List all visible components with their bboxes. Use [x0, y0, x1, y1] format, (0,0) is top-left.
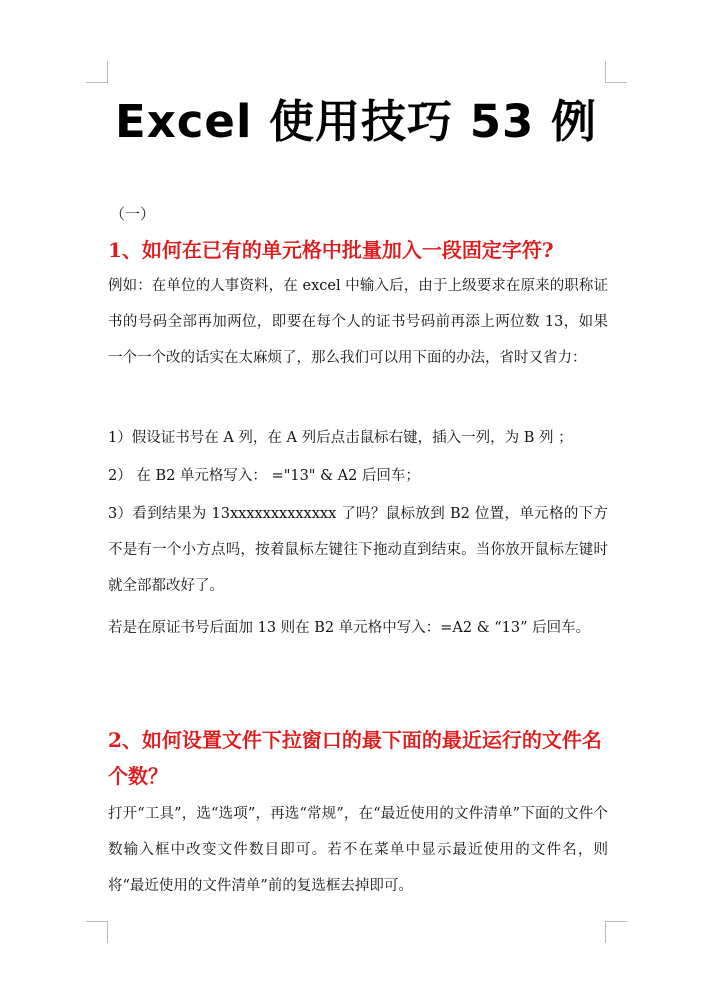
tip1-step1: 1）假设证书号在 A 列，在 A 列后点击鼠标右键，插入一列，为 B 列 ； — [108, 430, 573, 446]
section-label: （一） — [110, 205, 156, 223]
crop-mark-top-left-h — [86, 82, 108, 83]
tip1-step3-paragraph: 3）看到结果为 13xxxxxxxxxxxxx 了吗？鼠标放到 B2 位置，单元格的下方不是有一个小方点吗，按着鼠标左键往下拖动直到结束。当你放开鼠标左键时就全部都改好了。 — [108, 506, 608, 594]
tip1-note-paragraph: 若是在原证书号后面加 13 则在 B2 单元格中写入：=A2 & “13” 后回车。 — [108, 620, 591, 636]
tip1-heading: 1、如何在已有的单元格中批量加入一段固定字符? — [108, 238, 554, 262]
crop-mark-bottom-right-v — [605, 921, 606, 943]
tip2-heading: 2、如何设置文件下拉窗口的最下面的最近运行的文件名个数？ — [108, 728, 602, 788]
document-title: Excel 使用技巧 53 例 — [114, 95, 597, 148]
tip2-body-paragraph: 打开“工具”，选“选项”，再选“常规”，在“最近使用的文件清单”下面的文件个数输入框中改变文件数目即可。若不在菜单中显示最近使用的文件名，则将“最近使用的文件清单”前的复选框去掉即可。 — [108, 806, 608, 894]
crop-mark-top-left-v — [107, 61, 108, 83]
crop-mark-bottom-left-h — [86, 921, 108, 922]
tip1-intro-paragraph: 例如：在单位的人事资料，在 excel 中输入后，由于上级要求在原来的职称证书的号码全部再加两位，即要在每个人的证书号码前再添上两位数 13，如果一个一个改的话实在太麻烦了，那么我们可以用下面的办法，省时又省力： — [108, 278, 608, 366]
crop-mark-bottom-right-h — [605, 921, 627, 922]
crop-mark-top-right-h — [605, 82, 627, 83]
tip1-step2: 2） 在 B2 单元格写入： ="13" & A2 后回车； — [108, 468, 420, 484]
crop-mark-bottom-left-v — [107, 921, 108, 943]
crop-mark-top-right-v — [605, 61, 606, 83]
